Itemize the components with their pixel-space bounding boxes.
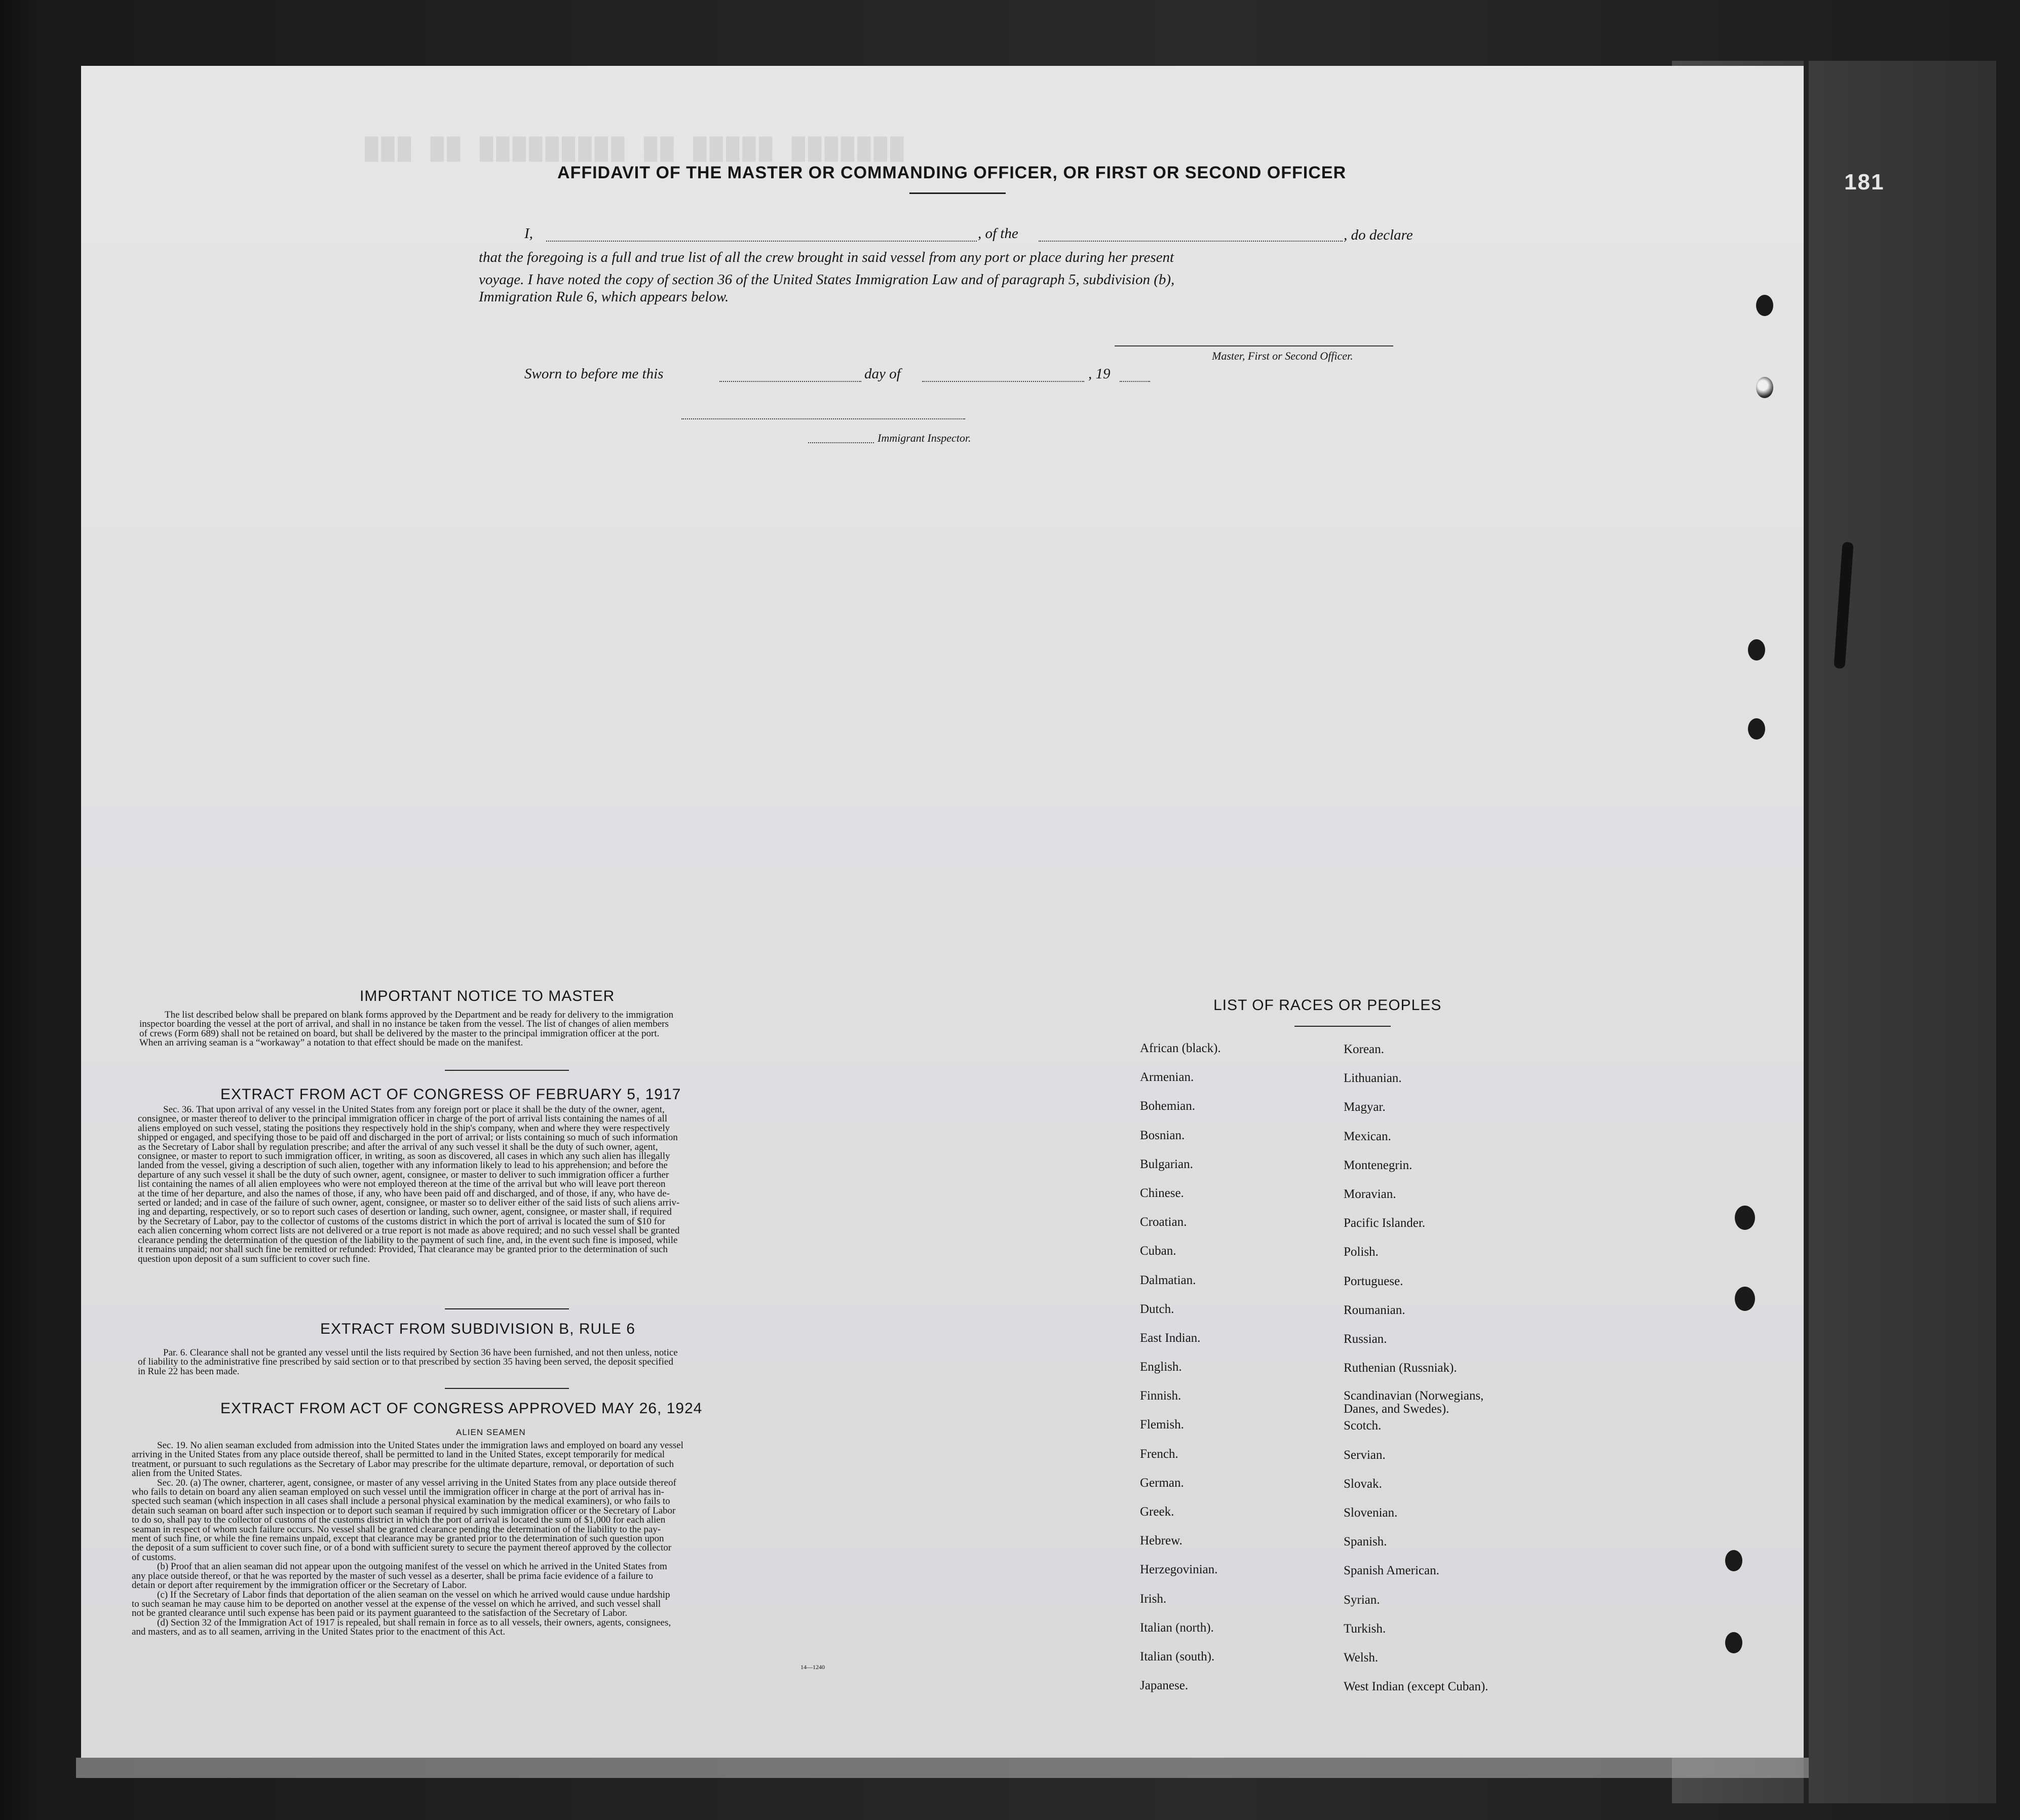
race-item: Croatian. xyxy=(1140,1215,1187,1229)
race-item: Spanish American. xyxy=(1344,1564,1439,1578)
binding-hole xyxy=(1756,377,1773,398)
master-name-field[interactable] xyxy=(546,241,977,242)
binding-hole xyxy=(1735,1206,1755,1230)
race-item: Scandinavian (Norwegians, Danes, and Swedes). xyxy=(1344,1389,1484,1416)
race-item: Cuban. xyxy=(1140,1244,1176,1258)
race-item: Korean. xyxy=(1344,1042,1384,1056)
races-right-column xyxy=(1344,1042,1511,1708)
race-item: Flemish. xyxy=(1140,1418,1184,1432)
binding-hole xyxy=(1756,295,1773,316)
binding-hole xyxy=(1748,639,1765,661)
race-item: Slovenian. xyxy=(1344,1506,1398,1520)
notice-body: The list described below shall be prepared on blank forms approved by the Department and be ready for delivery to the immigration inspector boarding the vessel at the port of arrival, and shall in no instance be taken from the vessel. The list of changes of alien members of crews (Form 689) shall not be retained on board, but shall be delivered by the master to the principal immigration officer at the port. When an arriving seaman is a “workaway” a notation to that effect should be made on the manifest. xyxy=(139,1010,674,1049)
vessel-name-field[interactable] xyxy=(1039,241,1343,242)
extract-1924-title: EXTRACT FROM ACT OF CONGRESS APPROVED MAY 26, 1924 xyxy=(220,1400,703,1417)
sheet-shadow xyxy=(76,1758,1809,1778)
race-item: Slovak. xyxy=(1344,1477,1382,1491)
race-item: Greek. xyxy=(1140,1505,1174,1519)
inspector-label: Immigrant Inspector. xyxy=(878,432,971,444)
race-item: Lithuanian. xyxy=(1344,1071,1402,1086)
race-item: Bohemian. xyxy=(1140,1099,1196,1113)
race-item: Spanish. xyxy=(1344,1535,1387,1549)
races-title: LIST OF RACES OR PEOPLES xyxy=(1213,997,1442,1014)
races-left-column xyxy=(1140,1041,1221,1707)
title-divider xyxy=(909,192,1006,194)
affidavit-line-2: that the foregoing is a full and true list of all the crew brought in said vessel from any port or place during her present xyxy=(479,249,1174,265)
inspector-signature-line[interactable] xyxy=(681,418,965,419)
page-number: 181 xyxy=(1844,170,1885,195)
races-divider xyxy=(1294,1026,1391,1027)
race-item: Pacific Islander. xyxy=(1344,1216,1426,1230)
binding-hole xyxy=(1748,718,1765,740)
page-edge xyxy=(1804,61,1809,1803)
race-item: Welsh. xyxy=(1344,1650,1379,1664)
signature-label: Master, First or Second Officer. xyxy=(1212,350,1353,362)
race-item: Polish. xyxy=(1344,1245,1379,1259)
race-item: Herzegovinian. xyxy=(1140,1563,1218,1577)
sworn-day-of: day of xyxy=(864,366,901,382)
race-item: Montenegrin. xyxy=(1344,1158,1413,1172)
section-divider xyxy=(445,1308,569,1309)
affidavit-title: AFFIDAVIT OF THE MASTER OR COMMANDING OFFICER, OR FIRST OR SECOND OFFICER xyxy=(557,163,1346,182)
race-item: Ruthenian (Russniak). xyxy=(1344,1361,1457,1375)
race-item: Roumanian. xyxy=(1344,1303,1405,1317)
race-item: Japanese. xyxy=(1140,1679,1189,1693)
race-item: Bosnian. xyxy=(1140,1128,1185,1142)
race-item: Bulgarian. xyxy=(1140,1157,1193,1171)
race-item: Russian. xyxy=(1344,1332,1387,1346)
race-item: Magyar. xyxy=(1344,1100,1386,1114)
race-item: Dalmatian. xyxy=(1140,1273,1196,1287)
race-item: Italian (north). xyxy=(1140,1620,1214,1635)
inspector-leader xyxy=(808,442,874,443)
sworn-month-field[interactable] xyxy=(922,381,1084,382)
race-item: Dutch. xyxy=(1140,1302,1174,1316)
extract-rule6-body: Par. 6. Clearance shall not be granted any vessel until the lists required by Section 36 have been furnished, and not then unless, notice of liability to the administrative fine prescribed by said section or to that prescribed by section 35 having been served, the deposit specified in Rule 22 has been made. xyxy=(138,1347,678,1377)
race-item: Portuguese. xyxy=(1344,1274,1403,1288)
affidavit-line-3: voyage. I have noted the copy of section 36 of the United States Immigration Law and of paragraph 5, subdivision (b), xyxy=(479,272,1175,288)
race-item: West Indian (except Cuban). xyxy=(1344,1680,1489,1694)
alien-seamen-subtitle: ALIEN SEAMEN xyxy=(456,1427,526,1437)
race-item: Irish. xyxy=(1140,1592,1167,1606)
race-item: French. xyxy=(1140,1447,1178,1461)
race-item: Servian. xyxy=(1344,1448,1386,1462)
section-divider xyxy=(445,1388,569,1389)
race-item: German. xyxy=(1140,1476,1184,1490)
binding-hole xyxy=(1735,1287,1755,1311)
sworn-year: , 19 xyxy=(1088,366,1111,382)
affidavit-line-4: Immigration Rule 6, which appears below. xyxy=(479,289,729,305)
notice-title: IMPORTANT NOTICE TO MASTER xyxy=(360,988,615,1004)
sworn-year-field[interactable] xyxy=(1120,381,1150,382)
race-item: Italian (south). xyxy=(1140,1649,1215,1663)
race-item: Armenian. xyxy=(1140,1070,1194,1085)
bleed-through-text: ███ ██ █████████ ██ █████ ███████ xyxy=(365,137,907,162)
affidavit-declare: , do declare xyxy=(1344,227,1413,243)
sworn-day-field[interactable] xyxy=(719,381,861,382)
signature-line[interactable] xyxy=(1115,345,1393,346)
binding-hole xyxy=(1725,1550,1742,1571)
extract-rule6-title: EXTRACT FROM SUBDIVISION B, RULE 6 xyxy=(320,1321,635,1337)
race-item: Mexican. xyxy=(1344,1129,1391,1143)
race-item: Moravian. xyxy=(1344,1187,1396,1201)
race-item: Syrian. xyxy=(1344,1593,1380,1607)
extract-1924-body: Sec. 19. No alien seaman excluded from admission into the United States under the immigration laws and employed on board any vessel arriving in the United States from any place outside thereof, shall be permitted to land in the United States, except temporarily for medical treatment, or pursuant to such regulations as the Secretary of Labor may prescribe for the ultimate departure, removal, or deportation of such alien from the United States. Sec. 20. (a) The owner, charterer, agent, consignee, or master of any vessel arriving in the United States from any place outside thereof who fails to detain on board any alien seaman employed on such vessel until the immigration officer in charge at the port of arrival has in- spected such seaman (which inspection in all cases shall include a personal physical examination by the medical examiners), or who fails to detain such seaman on board after such inspection or to deport such seaman if required by such immigration officer or the Secretary of Labor to do so, shall pay to the collector of customs of the customs district in which the port of arrival is located the sum of $1,000 for each alien seaman in respect of whom such failure occurs. No vessel shall be granted clearance pending the determination of the liability to the pay- ment of such fine, or while the fine remains unpaid, except that clearance may be granted prior to the determination of such question upon the deposit of a sum sufficient to cover such fine, or of a bond with sufficient surety to secure the payment thereof approved by the collector of customs. (b) Proof that an alien seaman did not appear upon the outgoing manifest of the vessel on which he arrived in the United States from any place outside thereof, or that he was reported by the master of such vessel as a deserter, shall be prima facie evidence of a failure to detain or deport after requirement by the immigration officer or the Secretary of Labor. (c) If the Secretary of Labor finds that deportation of the alien seaman on the vessel on which he arrived would cause undue hardship to such seaman he may cause him to be deported on another vessel at the expense of the vessel on which he arrived, and such vessel shall not be granted clearance until such expense has been paid or its payment guaranteed to the satisfaction of the Secretary of Labor. (d) Section 32 of the Immigration Act of 1917 is repealed, but shall remain in force as to all vessels, their owners, agents, consignees, and masters, and as to all seamen, arriving in the United States prior to the enactment of this Act. xyxy=(132,1440,683,1638)
race-item: Scotch. xyxy=(1344,1419,1382,1433)
race-item: Chinese. xyxy=(1140,1186,1184,1200)
form-number: 14—1240 xyxy=(801,1663,825,1671)
section-divider xyxy=(445,1070,569,1071)
race-item: Hebrew. xyxy=(1140,1534,1183,1548)
affidavit-of-the: , of the xyxy=(978,225,1018,242)
extract-1917-body: Sec. 36. That upon arrival of any vessel in the United States from any foreign port or place it shall be the duty of the owner, agent, consignee, or master thereof to deliver to the principal immigration officer in charge of the port of arrival lists containing the names of all aliens employed on such vessel, stating the positions they respectively hold in the ship's company, when and where they were respectively shipped or engaged, and specifying those to be paid off and discharged in the port of arrival; or lists containing so much of such information as the Secretary of Labor shall by regulation prescribe; and after the arrival of any such vessel it shall be the duty of such owner, agent, consignee, or master to report to such immigration officer, in writing, as soon as discovered, all cases in which any such alien has illegally landed from the vessel, giving a description of such alien, together with any information likely to lead to his apprehension; and before the departure of any such vessel it shall be the duty of such owner, agent, consignee, or master to deliver to such immigration officer a further list containing the names of all alien employees who were not employed thereon at the time of the arrival but who will leave port thereon at the time of her departure, and also the names of those, if any, who have been paid off and discharged, and of those, if any, who have de- serted or landed; and in case of the failure of such owner, agent, consignee, or master so to deliver either of the said lists of such aliens arriv- ing and departing, respectively, or so to report such cases of desertion or landing, such owner, agent, consignee, or master shall, if required by the Secretary of Labor, pay to the collector of customs of the customs district in which the port of arrival is located the sum of $10 for each alien concerning whom correct lists are not delivered or a true report is not made as above required; and no such vessel shall be granted clearance pending the determination of the question of the liability to the payment of such fine, and, in the event such fine is imposed, while it remains unpaid; nor shall such fine be remitted or refunded: Provided, That clearance may be granted prior to the determination of such question upon deposit of a sum sufficient to cover such fine. xyxy=(138,1104,680,1264)
sworn-prefix: Sworn to before me this xyxy=(524,366,664,382)
extract-1917-title: EXTRACT FROM ACT OF CONGRESS OF FEBRUARY 5, 1917 xyxy=(220,1086,681,1103)
affidavit-i: I, xyxy=(524,225,533,242)
race-item: East Indian. xyxy=(1140,1331,1201,1345)
race-item: English. xyxy=(1140,1360,1182,1374)
race-item: Turkish. xyxy=(1344,1621,1386,1636)
race-item: African (black). xyxy=(1140,1041,1221,1055)
race-item: Finnish. xyxy=(1140,1389,1181,1403)
binding-hole xyxy=(1725,1632,1742,1653)
